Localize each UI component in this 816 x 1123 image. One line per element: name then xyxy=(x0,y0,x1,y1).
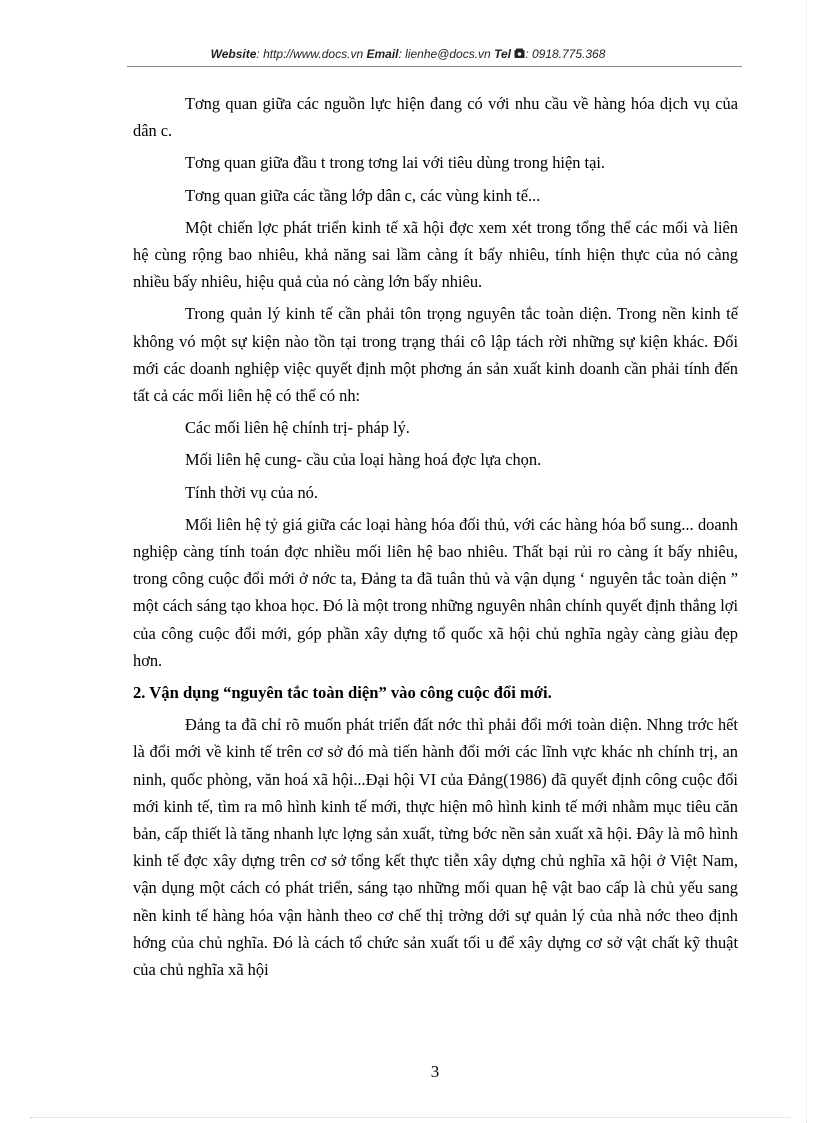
paragraph-1: Tơng quan giữa các nguồn lực hiện đang có với nhu cầu về hàng hóa dịch vụ của dân c. xyxy=(133,94,738,141)
paragraph-4: Một chiến lợc phát triển kinh tế xã hội đợc xem xét trong tổng thể các mối và liên hệ cùng rộng bao nhiêu, khả năng sai lầm càng ít bấy nhiêu, tính hiện thực của nó càng nhiều bấy nhiêu, hiệu quả của nó càng lớn bấy nhiêu. xyxy=(133,217,738,292)
paragraph-3: Tơng quan giữa các tầng lớp dân c, các vùng kinh tế... xyxy=(185,185,541,205)
email-value: : lienhe@docs.vn xyxy=(398,47,491,61)
header-divider xyxy=(127,66,742,67)
paragraph-8: Tính thời vụ của nó. xyxy=(185,482,318,502)
margin-guide xyxy=(806,0,807,1123)
footer-divider xyxy=(30,1117,790,1118)
page-number: 3 xyxy=(430,1062,440,1081)
website-label: Website xyxy=(210,47,257,61)
paragraph-10: Đảng ta đã chỉ rõ muốn phát triển đất nớc thì phải đổi mới toàn diện. Nhng trớc hết là đổi mới về kinh tế trên cơ sở đó mà tiến hành đổi mới các lĩnh vực khác nh chính trị, an ninh, quốc phòng, văn hoá xã hội...Đại hội VI của Đảng(1986) đã quyết định công cuộc đổi mới kinh tế, tìm ra mô hình kinh tế mới, thực hiện mô hình kinh tế mới nhằm mục tiêu căn bản, cấp thiết là tăng nhanh lực lợng sản xuất, từng bớc nền sản xuất xã hội. Đây là mô hình kinh tế đợc xây dựng trên cơ sở tổng kết thực tiễn xây dựng chủ nghĩa xã hội ở Việt Nam, vận dụng một cách có phát triển, sáng tạo những mối quan hệ vật bao cấp là chủ yếu sang nền kinh tế hàng hóa vận hành theo cơ chế thị trờng dới sự quản lý của nhà nớc theo định hớng của chủ nghĩa. Đó là cách tổ chức sản xuất tối u để xây dựng cơ sở vật chất kỹ thuật của chủ nghĩa xã hội xyxy=(133,715,738,980)
phone-icon xyxy=(514,48,525,62)
section-heading: 2. Vận dụng “nguyên tắc toàn diện” vào công cuộc đổi mới. xyxy=(133,683,552,703)
email-label: Email xyxy=(366,47,399,61)
document-body xyxy=(133,90,738,988)
tel-value: : 0918.775.368 xyxy=(525,47,606,61)
website-value: : http://www.docs.vn xyxy=(256,47,364,61)
paragraph-6: Các mối liên hệ chính trị- pháp lý. xyxy=(185,418,410,438)
paragraph-5: Trong quản lý kinh tế cần phải tôn trọng nguyên tắc toàn diện. Trong nền kinh tế không vó một sự kiện nào tồn tại trong trạng thái cô lập tách rời những sự kiện khác. Đổi mới các doanh nghiệp việc quyết định một phơng án sản xuất kinh doanh cần phải tính đến tất cả các mối liên hệ có thể có nh: xyxy=(133,304,738,406)
paragraph-7: Mối liên hệ cung- cầu của loại hàng hoá đợc lựa chọn. xyxy=(185,450,542,470)
paragraph-9: Mối liên hệ tỷ giá giữa các loại hàng hóa đối thủ, với các hàng hóa bổ sung... doanh nghiệp càng tính toán đợc nhiều mối liên hệ bao nhiêu. Thất bại rủi ro càng ít bấy nhiêu, trong công cuộc đổi mới ở nớc ta, Đảng ta đã tuân thủ và vận dụng ‘ nguyên tắc toàn diện ” một cách sáng tạo khoa học. Đó là một trong những nguyên nhân chính quyết định thắng lợi của công cuộc đổi mới, góp phần xây dựng tổ quốc xã hội chủ nghĩa ngày càng giàu đẹp hơn. xyxy=(133,514,738,670)
tel-label: Tel xyxy=(494,47,511,61)
page-header xyxy=(0,47,816,62)
paragraph-2: Tơng quan giữa đầu t trong tơng lai với tiêu dùng trong hiện tại. xyxy=(185,153,605,173)
